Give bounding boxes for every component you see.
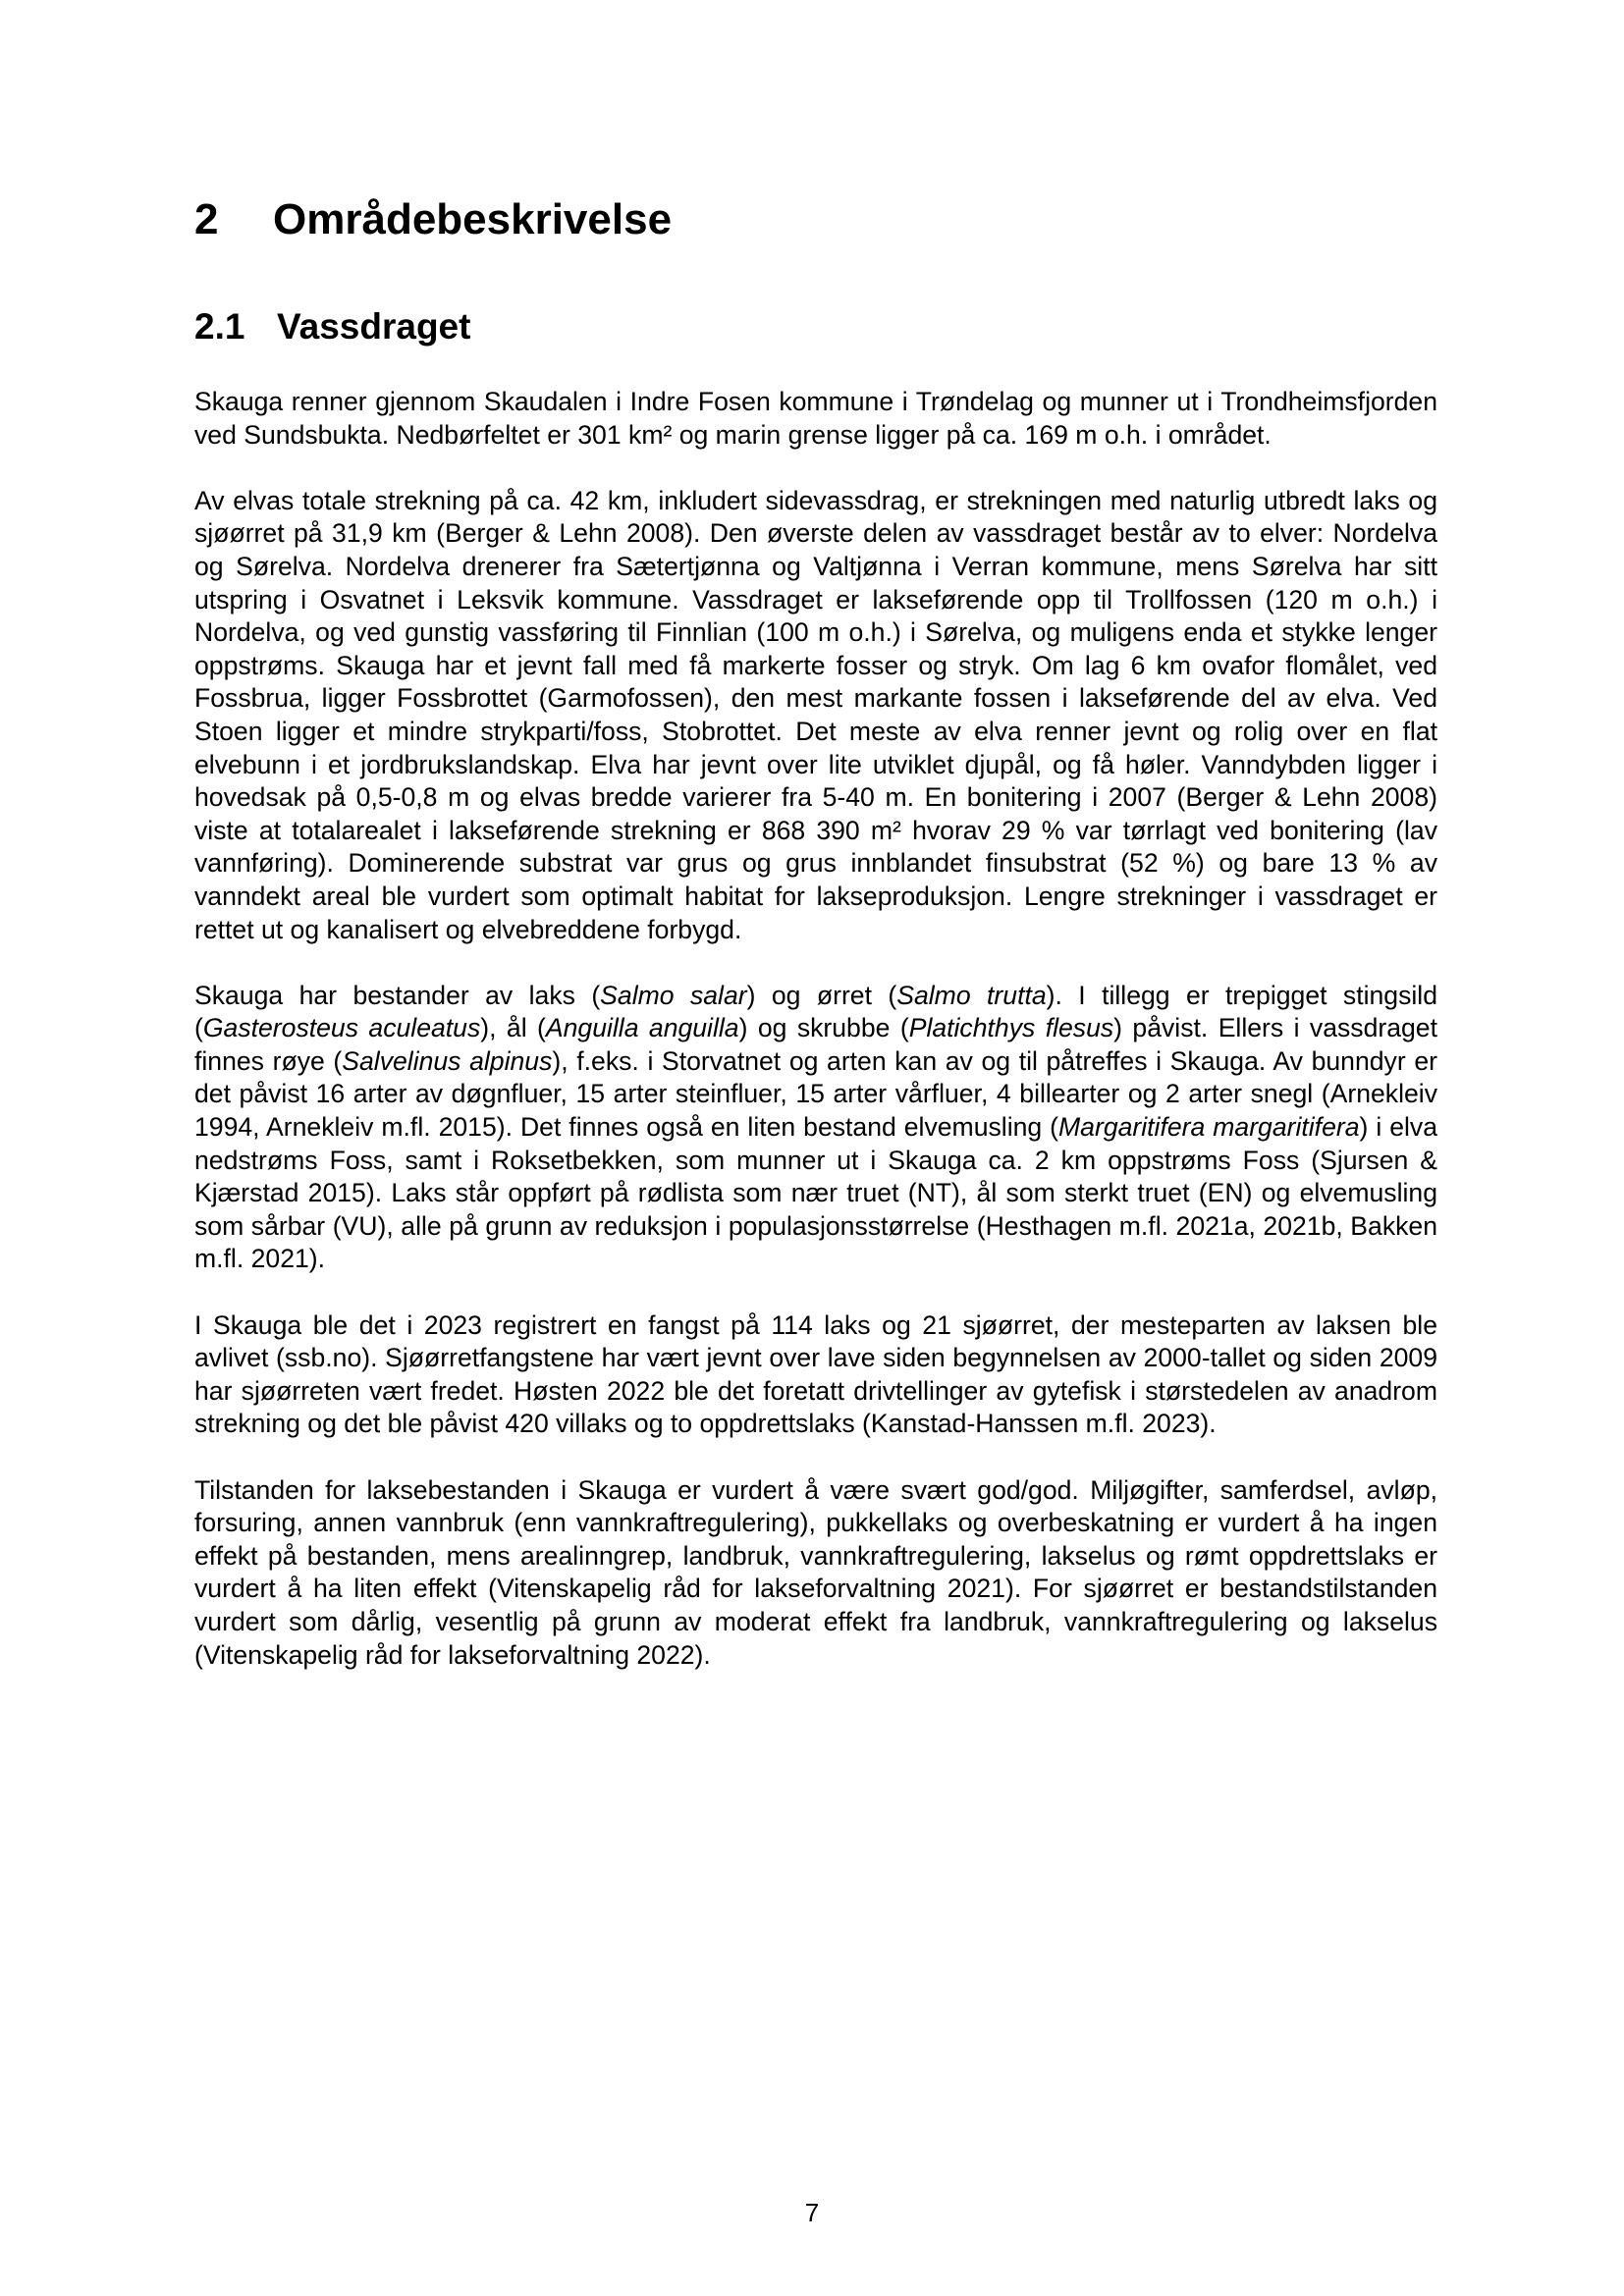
text-run: I Skauga ble det i 2023 registrert en fangst på 114 laks og 21 sjøørret, der mesteparten av laksen ble avlivet (ssb.no). Sjøørretfangstene har vært jevnt over lave siden begynnelsen av 2000-tallet og siden 2009 har sjøørreten vært fredet. Høsten 2022 ble det foretatt drivtellinger av gytefisk i størstedelen av anadrom strekning og det ble påvist 420 villaks og to oppdrettslaks (Kanstad-Hanssen m.fl. 2023). xyxy=(194,1309,1437,1439)
species-name: Gasterosteus aculeatus xyxy=(202,1013,481,1043)
species-name: Salvelinus alpinus xyxy=(342,1045,553,1076)
text-run: ), f.eks. i Storvatnet og arten kan av og til påtreffes i Skauga. Av bunndyr er det påvist 16 arter av døgnfluer, 15 arter steinfluer, 15 arter vårfluer, 4 billearter og 2 arter snegl (Arnekleiv 1994, Arnekleiv m.fl. 2015). Det finnes også en liten bestand elvemusling ( xyxy=(194,1045,1437,1143)
species-name: Margaritifera margaritifera xyxy=(1058,1112,1360,1143)
species-name: Salmo trutta xyxy=(896,980,1047,1010)
text-run: ) og skrubbe ( xyxy=(738,1013,909,1043)
text-run: ) i elva nedstrøms Foss, samt i Roksetbekken, som munner ut i Skauga ca. 2 km oppstrøms Foss (Sjursen & Kjærstad 2015). Laks står oppført på rødlista som nær truet (NT), ål som sterkt truet (EN) og elvemusling som sårbar (VU), alle på grunn av reduksjon i populasjonsstørrelse (Hesthagen m.fl. 2021a, 2021b, Bakken m.fl. 2021). xyxy=(194,1112,1437,1274)
page-number: 7 xyxy=(804,2198,820,2227)
paragraph xyxy=(194,1474,1437,1673)
chapter-number: 2 xyxy=(194,195,219,243)
species-name: Anguilla anguilla xyxy=(545,1013,739,1043)
chapter-heading xyxy=(194,190,672,249)
text-run: ) påvist. Ellers i vassdraget finnes røye ( xyxy=(194,1013,1437,1076)
section-title: Vassdraget xyxy=(277,306,471,347)
body-text xyxy=(194,386,1437,1705)
text-run: Skauga har bestander av laks ( xyxy=(194,980,601,1010)
section-number: 2.1 xyxy=(194,306,245,347)
text-run: Tilstanden for laksebestanden i Skauga er vurdert å være svært god/god. Miljøgifter, samferdsel, avløp, forsuring, annen vannbruk (enn vannkraftregulering), pukkellaks og overbeskatning er vurdert å ha ingen effekt på bestanden, mens arealinngrep, landbruk, vannkraftregulering, lakselus og rømt oppdrettslaks er vurdert å ha liten effekt (Vitenskapelig råd for lakseforvaltning 2021). For sjøørret er bestandstilstanden vurdert som dårlig, vesentlig på grunn av moderat effekt fra landbruk, vannkraftregulering og lakselus (Vitenskapelig råd for lakseforvaltning 2022). xyxy=(194,1474,1437,1670)
text-run: ), ål ( xyxy=(480,1013,546,1043)
species-name: Platichthys flesus xyxy=(908,1013,1114,1043)
species-name: Salmo salar xyxy=(600,980,747,1010)
chapter-title: Områdebeskrivelse xyxy=(273,195,673,243)
text-run: Skauga renner gjennom Skaudalen i Indre Fosen kommune i Trøndelag og munner ut i Trondheimsfjorden ved Sundsbukta. Nedbørfeltet er 301 km² og marin grense ligger på ca. 169 m o.h. i området. xyxy=(194,387,1437,450)
paragraph xyxy=(194,980,1437,1276)
section-heading xyxy=(194,302,470,351)
paragraph xyxy=(194,485,1437,946)
text-run: Av elvas totale strekning på ca. 42 km, inkludert sidevassdrag, er strekningen med naturlig utbredt laks og sjøørret på 31,9 km (Berger & Lehn 2008). Den øverste delen av vassdraget består av to elver: Nordelva og Sørelva. Nordelva drenerer fra Sætertjønna og Valtjønna i Verran kommune, mens Sørelva har sitt utspring i Osvatnet i Leksvik kommune. Vassdraget er lakseførende opp til Trollfossen (120 m o.h.) i Nordelva, og ved gunstig vassføring til Finnlian (100 m o.h.) i Sørelva, og muligens enda et stykke lenger oppstrøms. Skauga har et jevnt fall med få markerte fosser og stryk. Om lag 6 km ovafor flomålet, ved Fossbrua, ligger Fossbrottet (Garmofossen), den mest markante fossen i lakseførende del av elva. Ved Stoen ligger et mindre strykparti/foss, Stobrottet. Det meste av elva renner jevnt og rolig over en flat elvebunn i et jordbrukslandskap. Elva har jevnt over lite utviklet djupål, og få høler. Vanndybden ligger i hovedsak på 0,5-0,8 m og elvas bredde varierer fra 5-40 m. En bonitering i 2007 (Berger & Lehn 2008) viste at totalarealet i lakseførende strekning er 868 390 m² hvorav 29 % var tørrlagt ved bonitering (lav vannføring). Dominerende substrat var grus og grus innblandet finsubstrat (52 %) og bare 13 % av vanndekt areal ble vurdert som optimalt habitat for lakseproduksjon. Lengre strekninger i vassdraget er rettet ut og kanalisert og elvebreddene forbygd. xyxy=(194,485,1437,944)
paragraph xyxy=(194,1309,1437,1441)
text-run: ). I tillegg er trepigget stingsild ( xyxy=(194,980,1437,1043)
text-run: ) og ørret ( xyxy=(746,980,897,1010)
paragraph xyxy=(194,386,1437,452)
